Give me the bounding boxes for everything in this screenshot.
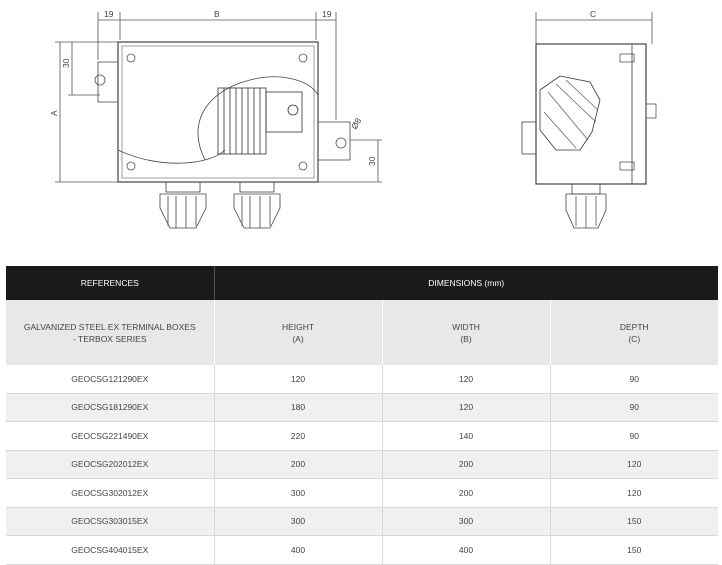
- cell-width: 140: [382, 422, 550, 451]
- cell-depth: 120: [550, 479, 718, 508]
- height-sub: (A): [292, 333, 304, 344]
- table-row: [6, 365, 718, 393]
- dim-30-bottom-label: 30: [367, 156, 377, 166]
- cell-ref: GEOCSG121290EX: [6, 365, 214, 393]
- technical-drawing: [0, 0, 722, 262]
- table-row: [6, 479, 718, 508]
- cell-width: 400: [382, 536, 550, 565]
- dimensions-header: DIMENSIONS (mm): [214, 266, 718, 300]
- dim-19-right-label: 19: [322, 9, 332, 19]
- dim-30-top-label: 30: [61, 58, 71, 68]
- cell-height: 300: [214, 479, 382, 508]
- table-row: [6, 393, 718, 422]
- table-row: [6, 536, 718, 565]
- column-subheader-row: [6, 300, 718, 365]
- cell-depth: 90: [550, 422, 718, 451]
- table-row: [6, 450, 718, 479]
- cell-height: 180: [214, 393, 382, 422]
- cell-width: 200: [382, 479, 550, 508]
- cell-ref: GEOCSG181290EX: [6, 393, 214, 422]
- height-column-header: [214, 300, 382, 365]
- cell-ref: GEOCSG404015EX: [6, 536, 214, 565]
- dim-c-label: C: [590, 9, 597, 19]
- cell-width: 120: [382, 365, 550, 393]
- cell-height: 200: [214, 450, 382, 479]
- cell-depth: 150: [550, 507, 718, 536]
- depth-label: DEPTH: [619, 321, 649, 332]
- cell-height: 120: [214, 365, 382, 393]
- depth-column-header: [550, 300, 718, 365]
- depth-sub: (C): [628, 333, 641, 344]
- cell-width: 120: [382, 393, 550, 422]
- cell-width: 300: [382, 507, 550, 536]
- cell-width: 200: [382, 450, 550, 479]
- cell-height: 400: [214, 536, 382, 565]
- dimensions-table: [6, 266, 718, 565]
- series-label-line2: - TERBOX SERIES: [72, 333, 147, 344]
- dim-19-left-label: 19: [104, 9, 114, 19]
- cell-ref: GEOCSG302012EX: [6, 479, 214, 508]
- cell-depth: 90: [550, 393, 718, 422]
- cell-ref: GEOCSG303015EX: [6, 507, 214, 536]
- series-label-line1: GALVANIZED STEEL EX TERMINAL BOXES: [23, 321, 196, 332]
- width-column-header: [382, 300, 550, 365]
- height-label: HEIGHT: [281, 321, 315, 332]
- series-label: [6, 300, 214, 365]
- cell-height: 300: [214, 507, 382, 536]
- cell-depth: 150: [550, 536, 718, 565]
- cell-height: 220: [214, 422, 382, 451]
- dim-a-label: A: [49, 110, 59, 116]
- cell-depth: 90: [550, 365, 718, 393]
- table-row: [6, 507, 718, 536]
- width-sub: (B): [460, 333, 472, 344]
- cell-ref: GEOCSG202012EX: [6, 450, 214, 479]
- dim-diameter-label: Ø8: [349, 116, 364, 131]
- cell-depth: 120: [550, 450, 718, 479]
- references-header: REFERENCES: [6, 266, 214, 300]
- width-label: WIDTH: [452, 321, 480, 332]
- cell-ref: GEOCSG221490EX: [6, 422, 214, 451]
- table-row: [6, 422, 718, 451]
- dim-b-label: B: [214, 9, 220, 19]
